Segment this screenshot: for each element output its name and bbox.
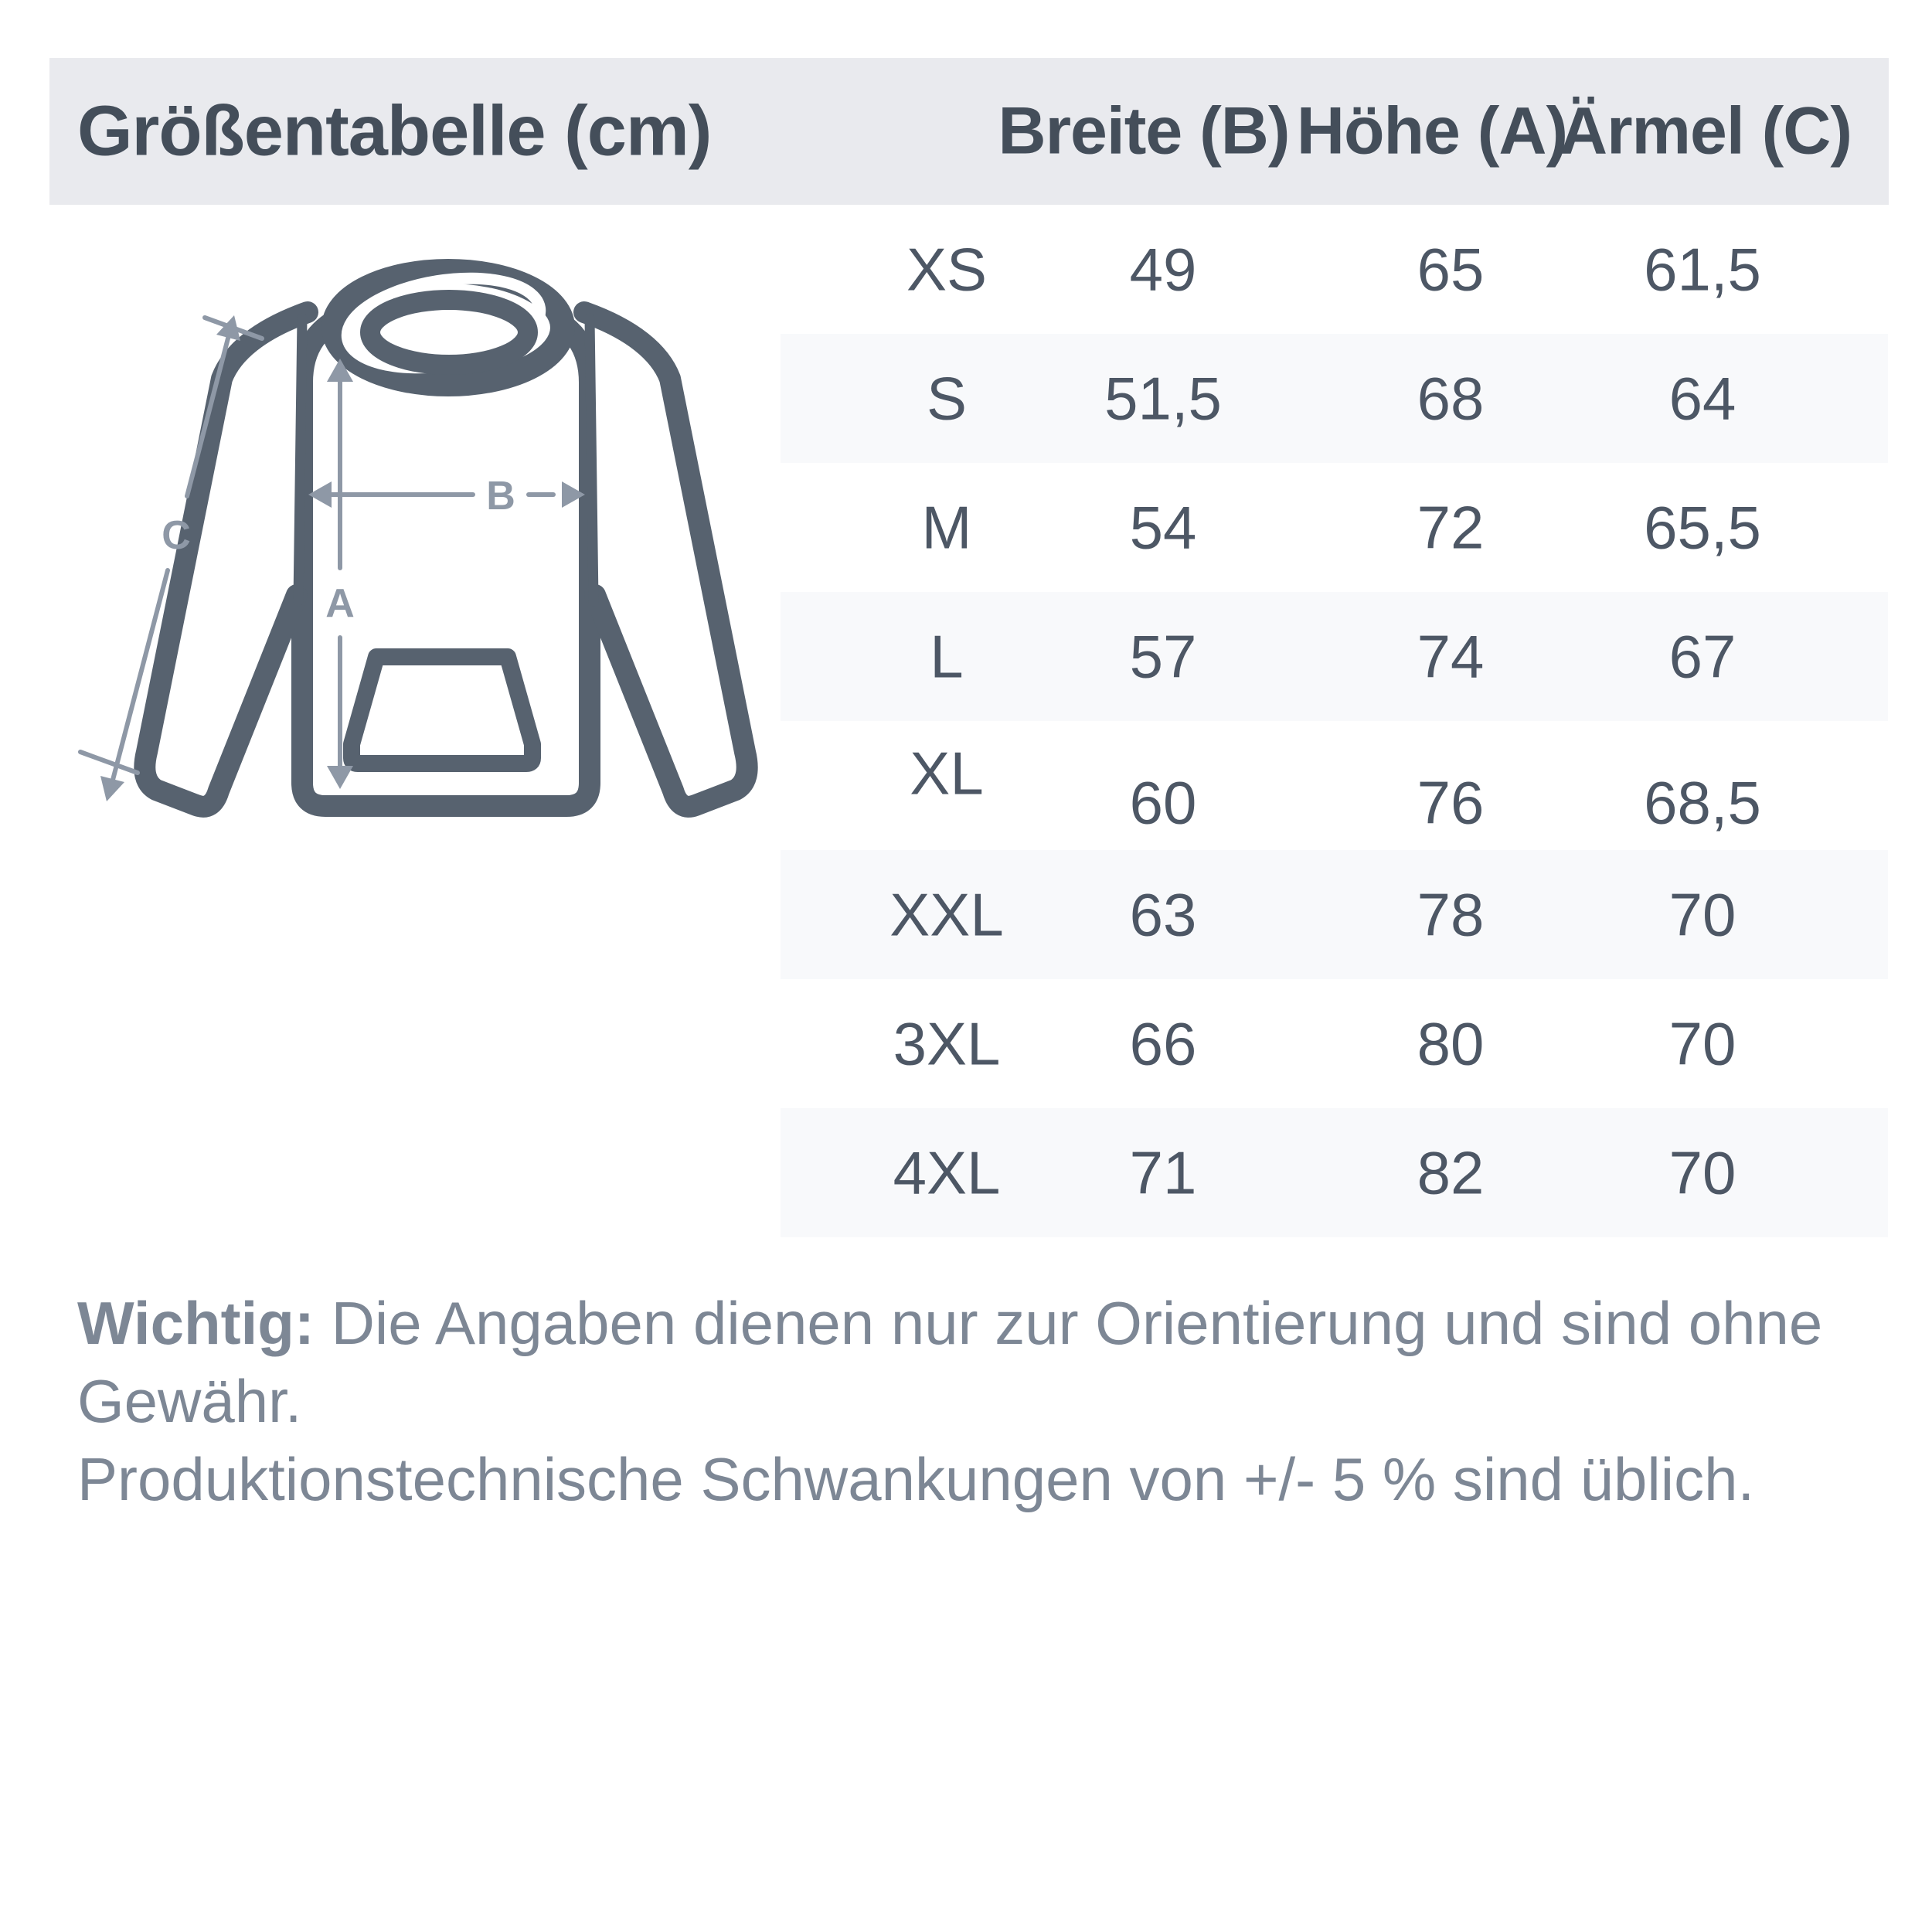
size-cell: 3XL xyxy=(893,1009,1001,1077)
hoehe-cell: 68 xyxy=(1417,364,1485,432)
hoehe-cell: 78 xyxy=(1417,880,1485,948)
hoodie-pocket xyxy=(352,657,532,764)
hoehe-cell: 76 xyxy=(1417,768,1485,836)
hood-inner xyxy=(370,300,528,365)
arrowhead-c-down-icon xyxy=(100,776,124,801)
footer-line2: Produktionstechnische Schwankungen von +/- 5 % sind üblich. xyxy=(77,1445,1755,1513)
hoodie-right-sleeve xyxy=(584,312,747,807)
hoehe-cell: 72 xyxy=(1417,493,1485,561)
size-cell: XL xyxy=(910,739,984,807)
size-cell: S xyxy=(926,364,968,432)
right-armhole-seam xyxy=(590,318,594,601)
hoehe-cell: 80 xyxy=(1417,1009,1485,1077)
page-title: Größentabelle (cm) xyxy=(77,91,712,171)
arrow-c-bottom-tick xyxy=(80,752,138,773)
size-cell: XS xyxy=(906,235,988,303)
footer-note xyxy=(77,1284,1870,1519)
label-a: A xyxy=(325,581,355,626)
size-cell: M xyxy=(921,493,972,561)
breite-cell: 63 xyxy=(1129,880,1197,948)
column-header-aermel: Ärmel (C) xyxy=(1559,94,1852,168)
aermel-cell: 70 xyxy=(1668,1138,1736,1206)
breite-cell: 49 xyxy=(1129,235,1197,303)
breite-cell: 54 xyxy=(1129,493,1197,561)
breite-cell: 57 xyxy=(1129,622,1197,690)
hoodie-outline-icon xyxy=(145,266,747,807)
breite-cell: 71 xyxy=(1129,1138,1197,1206)
label-b: B xyxy=(486,474,515,519)
header-bar xyxy=(49,58,1889,205)
table-row xyxy=(0,979,1932,1108)
left-armhole-seam xyxy=(298,318,302,601)
hoehe-cell: 65 xyxy=(1417,235,1485,303)
table-row xyxy=(0,1108,1932,1237)
aermel-cell: 68,5 xyxy=(1644,768,1761,836)
aermel-cell: 61,5 xyxy=(1644,235,1761,303)
aermel-cell: 70 xyxy=(1668,880,1736,948)
arrowhead-c-up-icon xyxy=(216,315,240,341)
size-cell: L xyxy=(930,622,964,690)
footer-bold-label: Wichtig: xyxy=(77,1289,315,1357)
column-header-breite: Breite (B) xyxy=(998,94,1290,168)
breite-cell: 66 xyxy=(1129,1009,1197,1077)
hoehe-cell: 74 xyxy=(1417,622,1485,690)
aermel-cell: 70 xyxy=(1668,1009,1736,1077)
size-cell: XXL xyxy=(889,880,1004,948)
aermel-cell: 64 xyxy=(1668,364,1736,432)
label-c: C xyxy=(162,513,191,558)
hoodie-left-sleeve xyxy=(145,312,308,807)
size-cell: 4XL xyxy=(893,1138,1001,1206)
aermel-cell: 65,5 xyxy=(1644,493,1761,561)
hoehe-cell: 82 xyxy=(1417,1138,1485,1206)
column-header-hoehe: Höhe (A) xyxy=(1296,94,1568,168)
hoodie-measurement-diagram xyxy=(46,216,781,896)
breite-cell: 51,5 xyxy=(1104,364,1222,432)
footer-line1: Die Angaben dienen nur zur Orientierung und sind ohne Gewähr. xyxy=(77,1289,1823,1435)
aermel-cell: 67 xyxy=(1668,622,1736,690)
breite-cell: 60 xyxy=(1129,768,1197,836)
